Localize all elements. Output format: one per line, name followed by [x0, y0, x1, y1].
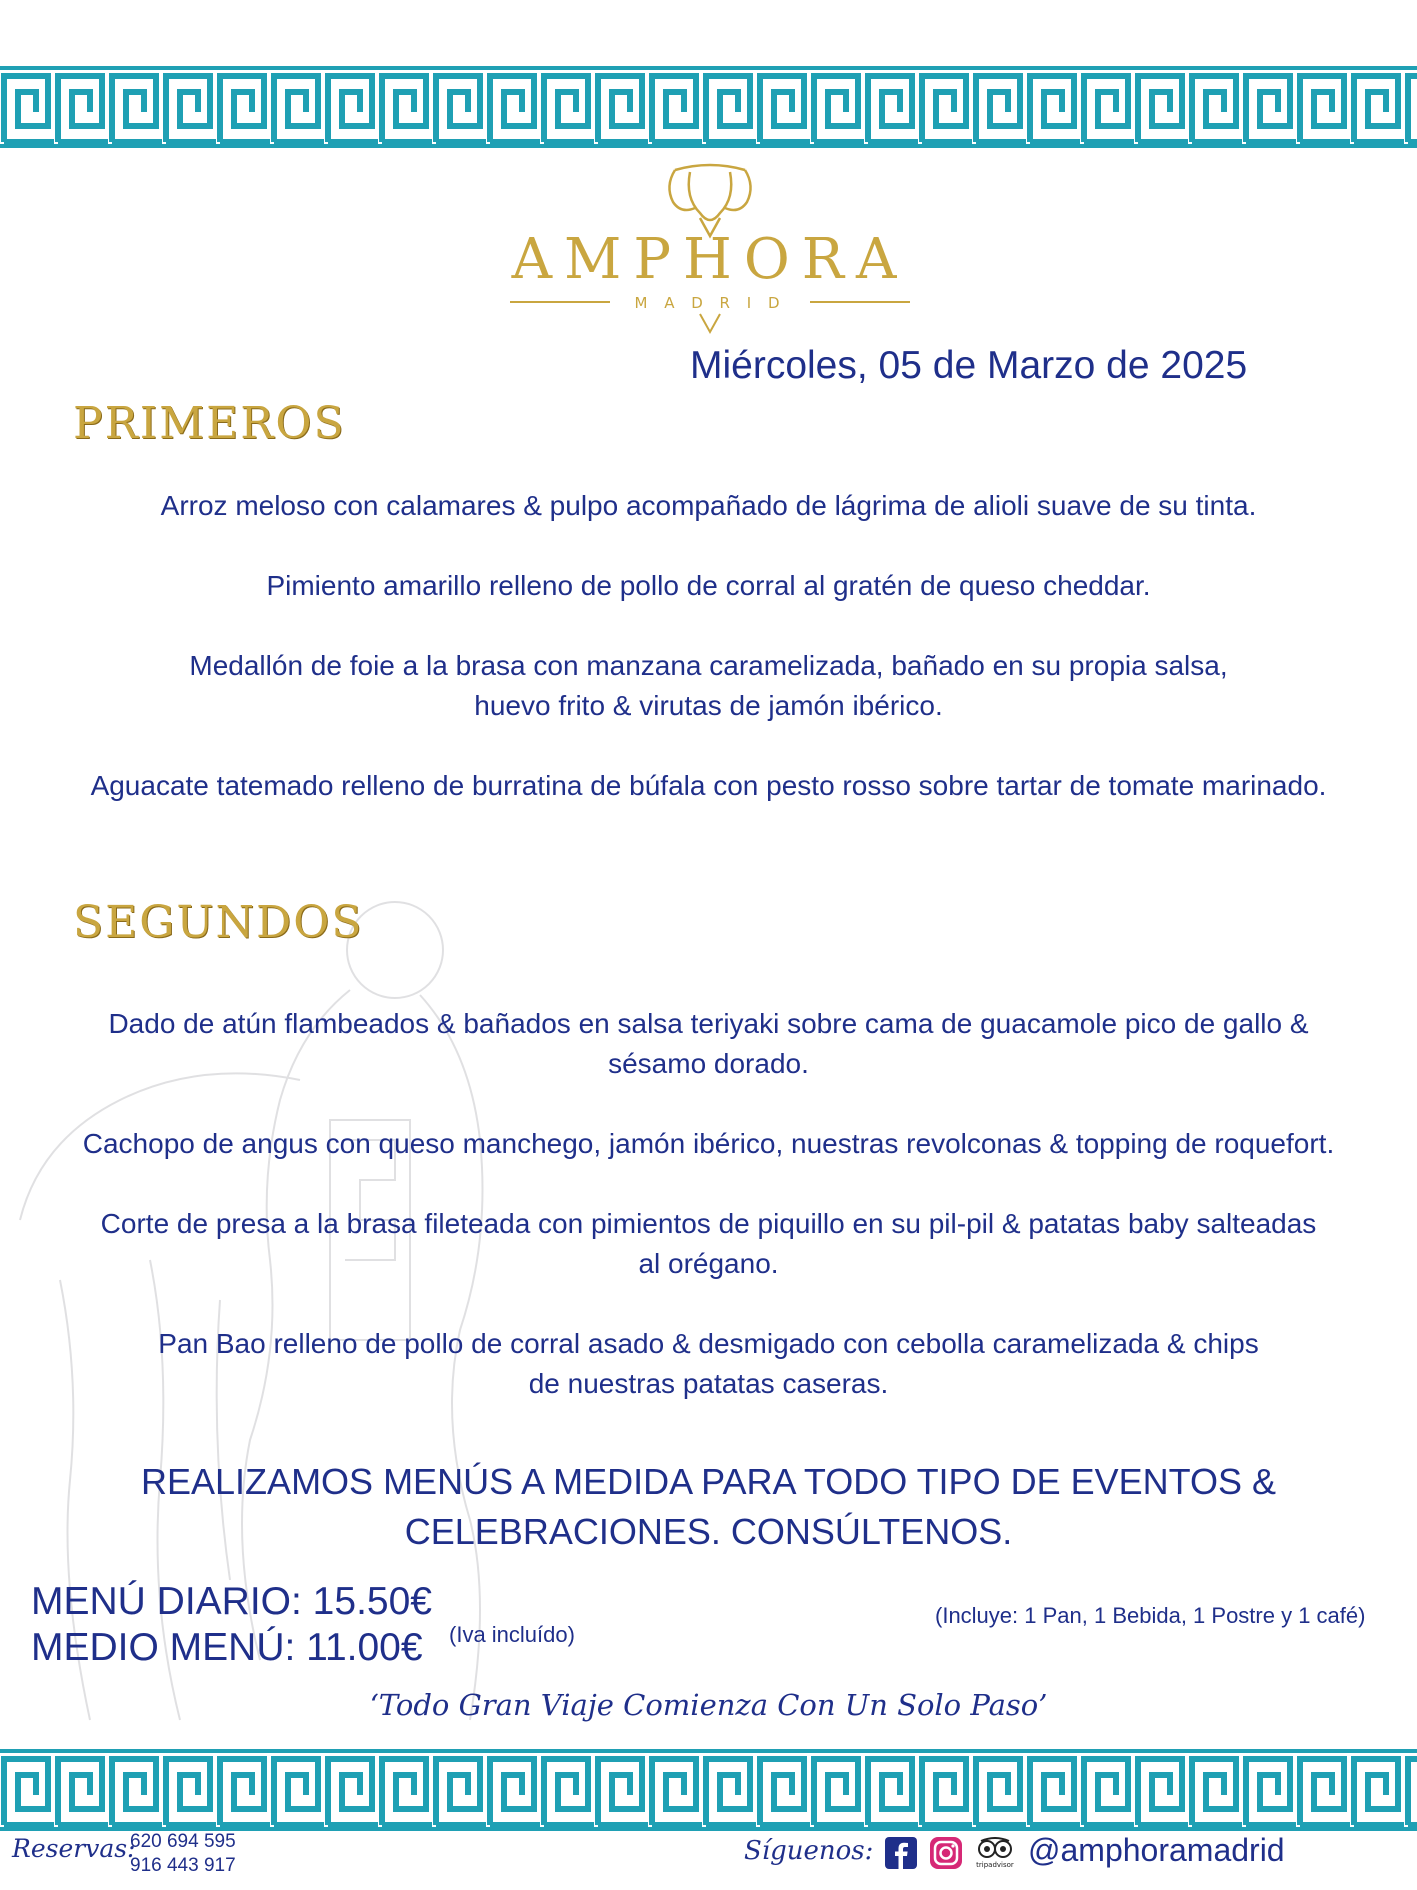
menu-diario-price: MENÚ DIARIO: 15.50€	[31, 1580, 432, 1623]
svg-text:tripadvisor: tripadvisor	[976, 1861, 1014, 1869]
primeros-dish-3: Medallón de foie a la brasa con manzana caramelizada, bañado en su propia salsa, huevo frito & virutas de jamón ibérico.	[189, 650, 1228, 721]
primeros-dish-1: Arroz meloso con calamares & pulpo acompañado de lágrima de alioli suave de su tinta.	[160, 490, 1257, 521]
reservas-label: Reservas:	[12, 1834, 136, 1863]
brand-name: AMPHORA	[511, 227, 909, 292]
tripadvisor-icon[interactable]	[975, 1837, 1015, 1869]
social-handle[interactable]: @amphoramadrid	[1028, 1832, 1285, 1868]
siguenos-label: Síguenos:	[744, 1836, 874, 1866]
amphora-vase-icon	[669, 165, 750, 236]
instagram-icon[interactable]	[930, 1837, 962, 1869]
segundos-dish-1: Dado de atún flambeados & bañados en salsa teriyaki sobre cama de guacamole pico de gallo & sésamo dorado.	[108, 1008, 1309, 1079]
quote: ‘Todo Gran Viaje Comienza Con Un Solo Paso’	[369, 1688, 1048, 1722]
brand-city: M A D R I D	[634, 294, 786, 312]
iva-note: (Iva incluído)	[449, 1622, 575, 1647]
events-notice: REALIZAMOS MENÚS A MEDIDA PARA TODO TIPO DE EVENTOS & CELEBRACIONES. CONSÚLTENOS.	[141, 1461, 1276, 1552]
facebook-icon[interactable]	[885, 1837, 917, 1869]
primeros-title: PRIMEROS	[73, 398, 346, 449]
greek-key-border-bottom	[0, 1749, 1417, 1831]
greek-key-border-top	[0, 66, 1417, 148]
phone-2[interactable]: 916 443 917	[130, 1855, 236, 1876]
menu-date: Miércoles, 05 de Marzo de 2025	[690, 344, 1248, 387]
segundos-dish-3: Corte de presa a la brasa fileteada con pimientos de piquillo en su pil-pil & patatas baby salteadas al orégano.	[100, 1208, 1317, 1279]
segundos-title: SEGUNDOS	[73, 897, 364, 948]
primeros-dish-4: Aguacate tatemado relleno de burratina de búfala con pesto rosso sobre tartar de tomate marinado.	[90, 770, 1327, 801]
primeros-dish-2: Pimiento amarillo relleno de pollo de corral al gratén de queso cheddar.	[266, 570, 1151, 601]
amphora-logo	[505, 158, 915, 338]
includes-note: (Incluye: 1 Pan, 1 Bebida, 1 Postre y 1 café)	[935, 1603, 1366, 1628]
medio-menu-price: MEDIO MENÚ: 11.00€	[31, 1626, 423, 1669]
segundos-dish-4: Pan Bao relleno de pollo de corral asado & desmigado con cebolla caramelizada & chips de nuestras patatas caseras.	[158, 1328, 1259, 1399]
phone-1[interactable]: 620 694 595	[130, 1831, 236, 1852]
segundos-dish-2: Cachopo de angus con queso manchego, jamón ibérico, nuestras revolconas & topping de roquefort.	[82, 1128, 1335, 1159]
